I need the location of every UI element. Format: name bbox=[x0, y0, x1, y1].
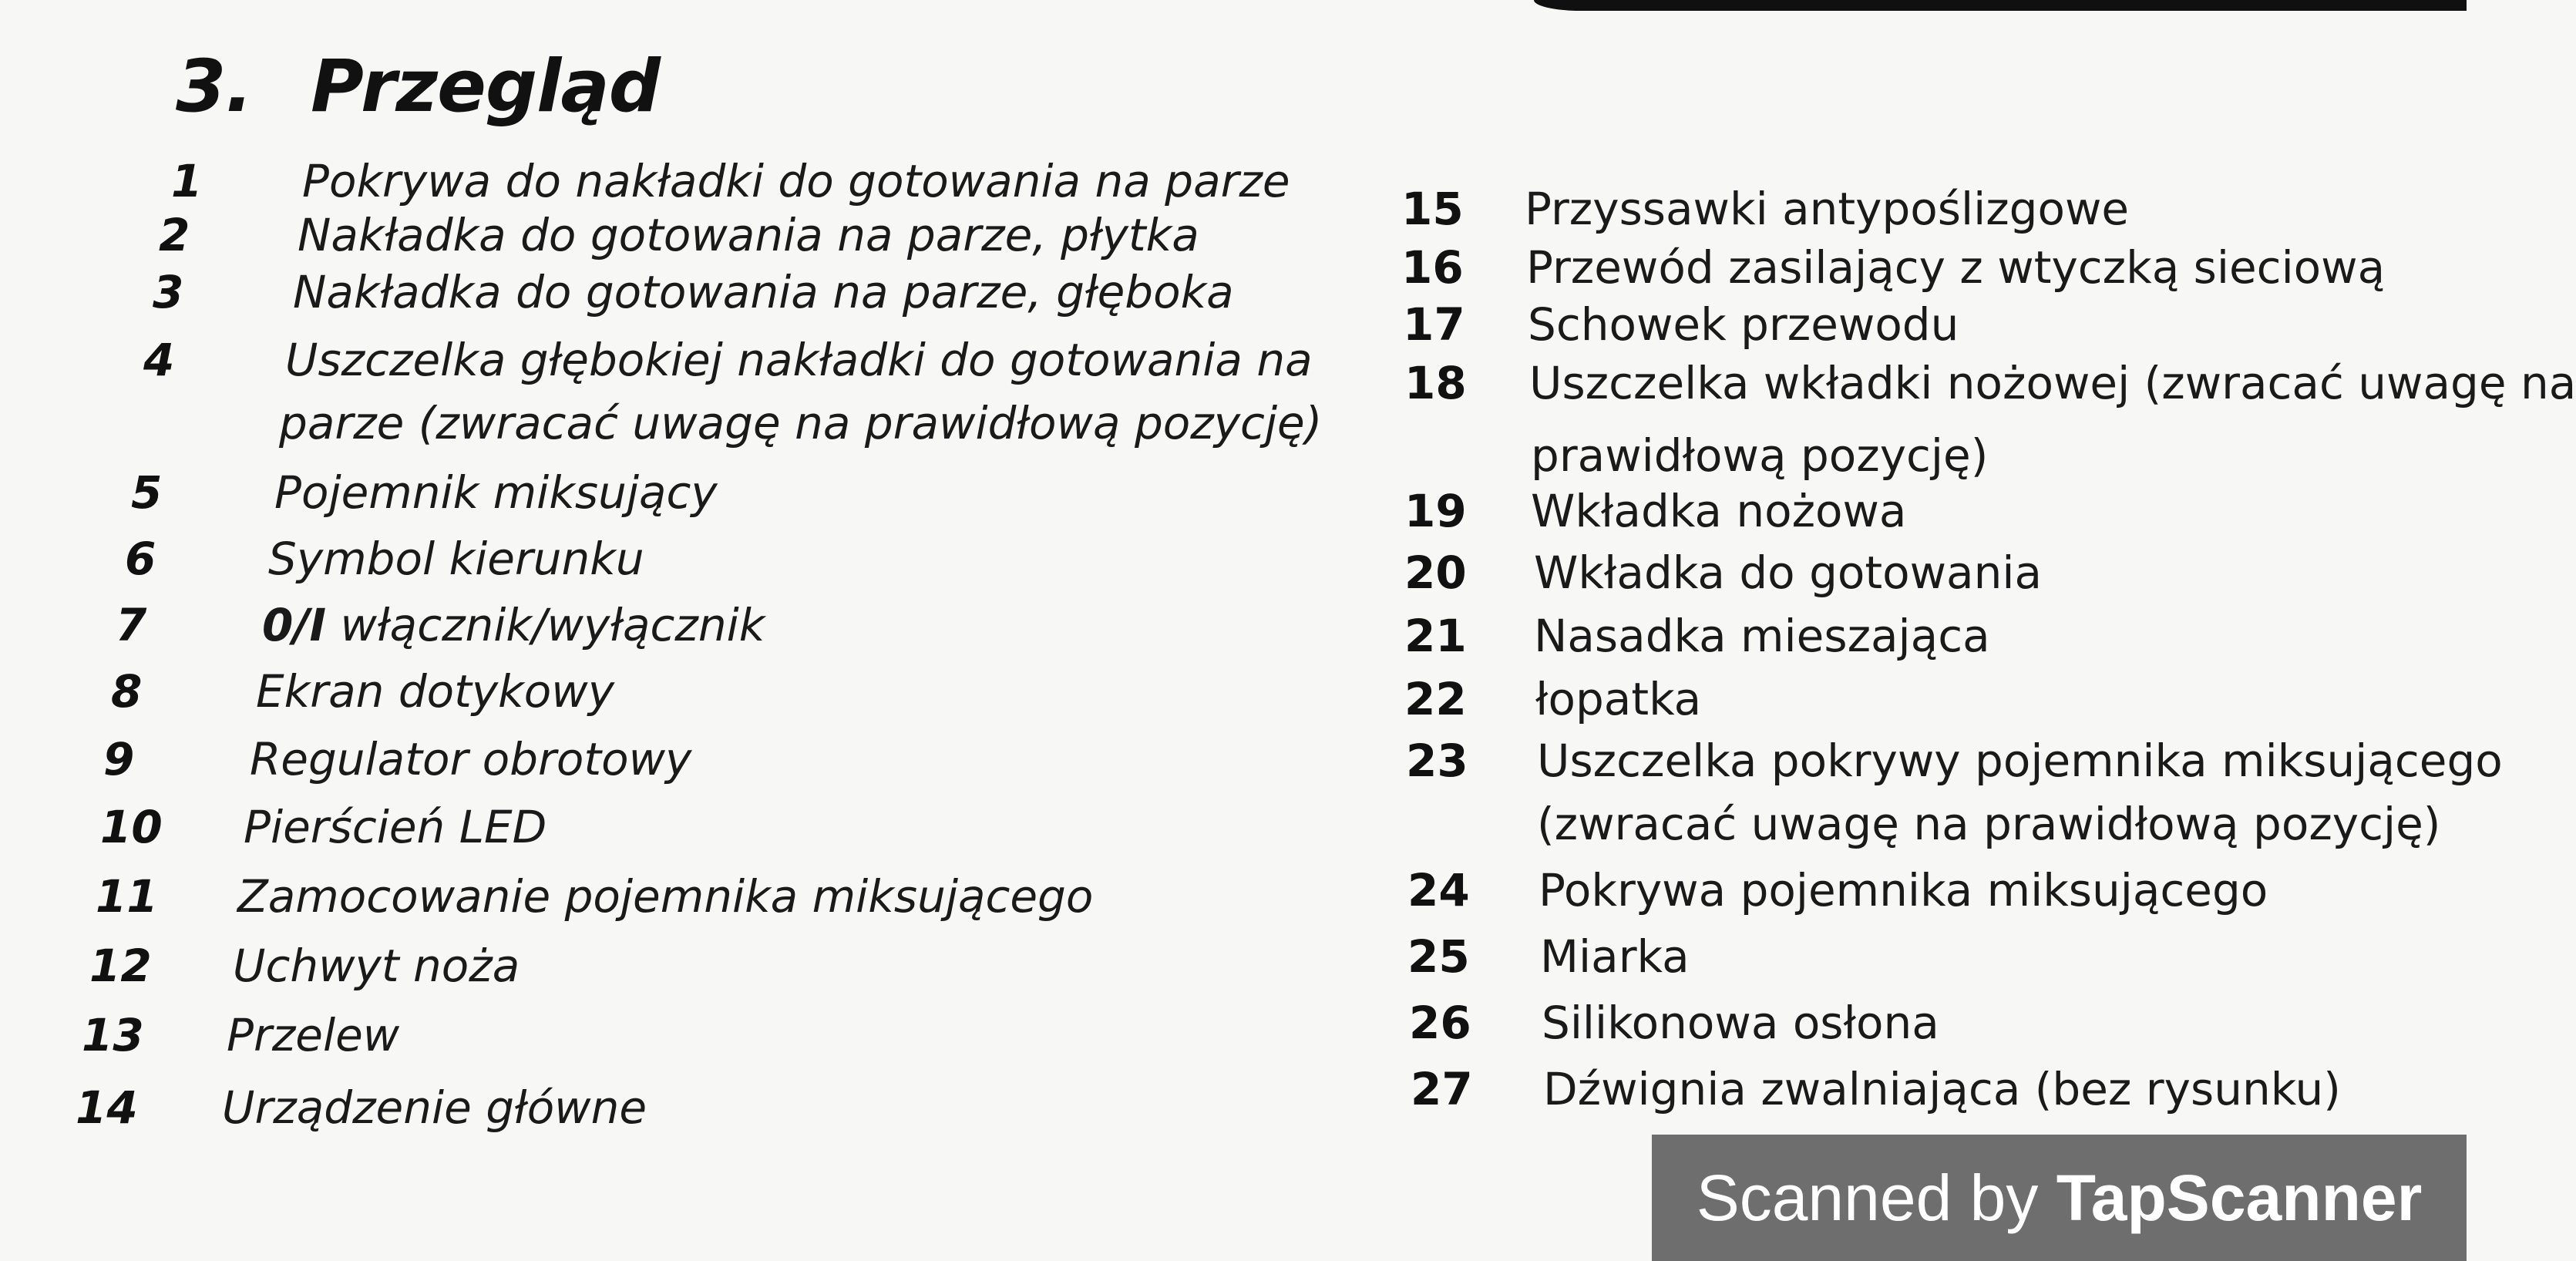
page-edge-shadow bbox=[1534, 0, 2467, 11]
item-number: 20 bbox=[1404, 546, 1467, 599]
item-number: 2 bbox=[159, 209, 190, 261]
item-text-continued: (zwracać uwagę na prawidłową pozycję) bbox=[1537, 798, 2441, 850]
power-switch-label: włącznik/wyłącznik bbox=[326, 599, 765, 651]
item-text: Dźwignia zwalniająca (bez rysunku) bbox=[1543, 1063, 2341, 1115]
item-number: 9 bbox=[103, 733, 135, 785]
item-number: 13 bbox=[82, 1009, 144, 1061]
item-number: 11 bbox=[96, 870, 158, 923]
item-text: Nakładka do gotowania na parze, płytka bbox=[298, 209, 1199, 261]
item-number: 26 bbox=[1409, 997, 1471, 1049]
item-text: Wkładka do gotowania bbox=[1534, 546, 2042, 599]
item-number: 16 bbox=[1401, 241, 1464, 294]
item-number: 14 bbox=[76, 1081, 138, 1134]
item-text: Uszczelka głębokiej nakładki do gotowania na bbox=[285, 334, 1313, 386]
item-text: Uszczelka pokrywy pojemnika miksującego bbox=[1537, 735, 2503, 787]
item-text: Nasadka mieszająca bbox=[1534, 610, 1990, 662]
item-number: 21 bbox=[1404, 610, 1467, 662]
item-text-continued: prawidłową pozycję) bbox=[1531, 429, 1989, 482]
item-text-continued: parze (zwracać uwagę na prawidłową pozycję) bbox=[279, 397, 1323, 449]
item-text: Zamocowanie pojemnika miksującego bbox=[237, 870, 1094, 923]
item-number: 15 bbox=[1401, 183, 1464, 235]
item-number: 6 bbox=[125, 533, 156, 585]
item-text: Miarka bbox=[1540, 930, 1690, 983]
item-text: Przewód zasilający z wtyczką sieciową bbox=[1526, 241, 2386, 294]
item-text: Pokrywa pojemnika miksującego bbox=[1539, 864, 2268, 916]
item-number: 1 bbox=[171, 155, 203, 207]
item-text: Symbol kierunku bbox=[268, 533, 644, 585]
item-text: Przyssawki antypoślizgowe bbox=[1525, 183, 2130, 235]
section-number: 3. bbox=[176, 45, 253, 129]
item-text: Pokrywa do nakładki do gotowania na parze bbox=[302, 155, 1290, 207]
item-text: łopatka bbox=[1535, 673, 1702, 725]
item-number: 24 bbox=[1407, 864, 1470, 916]
item-text: Urządzenie główne bbox=[222, 1081, 647, 1134]
item-text: Schowek przewodu bbox=[1528, 298, 1959, 351]
item-number: 17 bbox=[1403, 298, 1465, 351]
item-number: 27 bbox=[1411, 1063, 1473, 1115]
item-number: 22 bbox=[1404, 673, 1467, 725]
item-number: 8 bbox=[111, 665, 143, 718]
power-symbol: 0/I bbox=[262, 599, 327, 651]
item-number: 12 bbox=[89, 940, 152, 992]
item-text: Pojemnik miksujący bbox=[274, 466, 718, 519]
item-number: 18 bbox=[1404, 357, 1467, 409]
item-text: Ekran dotykowy bbox=[256, 665, 615, 718]
item-number: 23 bbox=[1406, 735, 1468, 787]
item-text: Nakładka do gotowania na parze, głęboka bbox=[293, 266, 1234, 318]
item-text: Przelew bbox=[227, 1009, 400, 1061]
watermark-brand: TapScanner bbox=[2056, 1162, 2423, 1234]
item-text bbox=[262, 595, 765, 655]
item-number: 4 bbox=[143, 334, 175, 386]
item-number: 25 bbox=[1407, 930, 1470, 983]
item-number: 10 bbox=[100, 801, 163, 853]
item-number: 3 bbox=[153, 266, 184, 318]
watermark-prefix: Scanned by bbox=[1696, 1162, 2056, 1234]
item-text: Silikonowa osłona bbox=[1542, 997, 1939, 1049]
item-text: Uchwyt noża bbox=[233, 940, 520, 992]
item-number: 5 bbox=[131, 466, 163, 519]
section-title: Przegląd bbox=[311, 45, 661, 129]
item-text: Wkładka nożowa bbox=[1531, 485, 1907, 537]
item-number: 7 bbox=[116, 599, 147, 651]
item-text: Regulator obrotowy bbox=[250, 733, 692, 785]
item-text: Pierścień LED bbox=[244, 801, 547, 853]
scanner-watermark bbox=[1652, 1135, 2467, 1261]
item-text: Uszczelka wkładki nożowej (zwracać uwagę na bbox=[1529, 357, 2576, 409]
item-number: 19 bbox=[1404, 485, 1467, 537]
section-heading bbox=[176, 45, 660, 129]
